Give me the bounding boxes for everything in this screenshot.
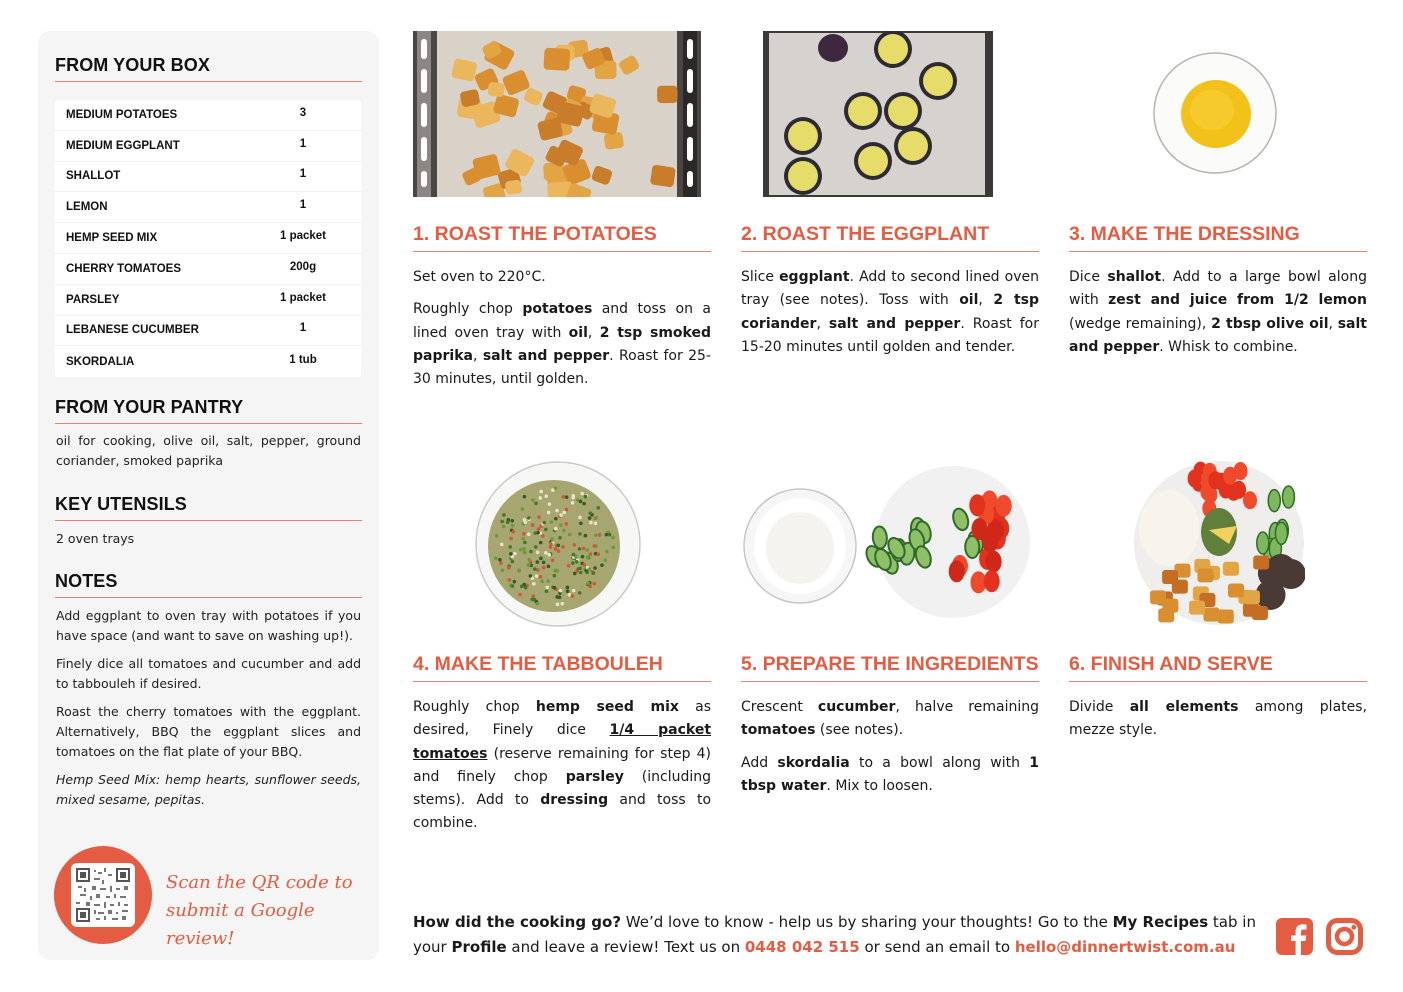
ingredient-row [55, 131, 361, 162]
step-5-image [743, 466, 1035, 618]
qr-code-icon[interactable] [71, 863, 135, 927]
bold-text: potatoes [522, 301, 593, 318]
text: (wedge remaining), [1069, 315, 1212, 332]
text: , [1328, 315, 1338, 332]
ingredient-qty: 1 [299, 199, 307, 212]
text: Slice [741, 269, 780, 285]
bold-text: hemp seed mix [535, 699, 679, 715]
ingredient-row [55, 285, 361, 316]
text: (reserve remaining for step 4) and finely chop [413, 745, 711, 785]
bold-text: 1 tbsp water [741, 754, 1040, 794]
step-instructions [741, 266, 1039, 368]
underlined-text: 1/4 packet tomatoes [413, 722, 712, 762]
text: , [816, 315, 829, 332]
bold-text: cucumber [817, 699, 896, 715]
note-item: Hemp Seed Mix: hemp hearts, sunflower seeds, mixed sesame, pepitas. [56, 772, 361, 807]
step-paragraph [741, 266, 1039, 359]
qr-review-prompt [166, 869, 371, 953]
ingredient-name: SHALLOT [66, 170, 121, 183]
bold-text: zest and juice from 1/2 lemon [1108, 292, 1367, 309]
ingredient-row [55, 346, 361, 377]
feedback-text-1: We’d love to know - help us by sharing your thoughts! Go to the [621, 913, 1113, 931]
bold-text: 2 tsp coriander [741, 292, 1040, 332]
pantry-text: oil for cooking, olive oil, salt, pepper, ground coriander, smoked paprika [56, 433, 361, 468]
skordalia-salad-image [743, 466, 1035, 618]
step-instructions [1069, 696, 1367, 752]
bold-text: salt and pepper [1069, 315, 1367, 355]
text: Add [741, 754, 778, 771]
ingredient-qty: 1 [299, 322, 307, 335]
step-title: 5. PREPARE THE INGREDIENTS [741, 653, 1039, 682]
text: . Whisk to combine. [1159, 338, 1298, 355]
note-item: Roast the cherry tomatoes with the eggplant. Alternatively, BBQ the eggplant slices and tomatoes on the flat plate of your BBQ. [56, 704, 361, 759]
text: . Add to second lined oven tray (see notes). Toss with [741, 269, 1039, 309]
text: Crescent [741, 699, 818, 715]
bold-text: 2 tsp smoked paprika [413, 324, 711, 364]
mezze-plate-image [1133, 460, 1305, 626]
step-instructions [413, 696, 711, 845]
ingredient-name: SKORDALIA [66, 355, 135, 368]
qr-line-2: submit a Google review! [166, 900, 315, 949]
bold-text: oil [568, 324, 588, 341]
text: as desired, Finely dice [413, 699, 711, 739]
note-item: Finely dice all tomatoes and cucumber and add to tabbouleh if desired. [56, 656, 361, 691]
step-title: 4. MAKE THE TABBOULEH [413, 653, 711, 682]
roasted-potatoes-image [413, 31, 701, 197]
step-instructions [413, 266, 711, 400]
profile-link[interactable]: Profile [451, 938, 507, 956]
text: Roughly chop [413, 699, 536, 715]
ingredient-qty: 3 [299, 106, 307, 119]
step-paragraph [413, 696, 711, 836]
feedback-question: How did the cooking go? [413, 913, 622, 931]
tabbouleh-image [474, 460, 642, 628]
text: , [472, 347, 483, 364]
bold-text: oil [959, 292, 979, 309]
text: , [587, 324, 600, 341]
bold-text: eggplant [779, 269, 850, 285]
ingredient-row [55, 162, 361, 193]
step-paragraph [1069, 266, 1367, 359]
ingredient-name: LEBANESE CUCUMBER [66, 324, 199, 337]
feedback-text-2: tab in your [413, 913, 1256, 956]
ingredient-qty: 200g [289, 260, 317, 273]
ingredient-qty: 1 [299, 137, 307, 150]
ingredient-name: PARSLEY [66, 293, 120, 306]
ingredient-name: CHERRY TOMATOES [66, 262, 182, 275]
text: and toss on a lined oven tray with [413, 301, 711, 341]
bold-text: salt and pepper [828, 315, 961, 332]
ingredient-name: MEDIUM EGGPLANT [66, 139, 180, 152]
roasted-eggplant-image [763, 31, 993, 197]
step-paragraph [413, 266, 711, 289]
text: Dice [1069, 269, 1108, 285]
text: among plates, mezze style. [1069, 699, 1367, 739]
step-title: 3. MAKE THE DRESSING [1069, 223, 1367, 252]
step-3-image [1152, 52, 1280, 176]
bold-text: tomatoes [741, 722, 816, 739]
ingredient-qty: 1 packet [279, 291, 327, 304]
bold-text: parsley [565, 768, 624, 785]
step-paragraph [1069, 696, 1367, 743]
qr-code-badge[interactable] [54, 846, 152, 944]
notes-list [56, 606, 361, 818]
instagram-icon[interactable] [1326, 918, 1363, 955]
text: . Add to a large bowl along with [1069, 269, 1367, 309]
note-item: Add eggplant to oven tray with potatoes if you have space (and want to save on washing up!). [56, 608, 361, 643]
text: Roughly chop [413, 301, 523, 318]
ingredients-table [55, 100, 361, 377]
facebook-icon[interactable] [1276, 918, 1313, 955]
text: to a bowl along with [849, 754, 1030, 771]
text: (including stems). Add to [413, 768, 711, 809]
ingredient-row [55, 100, 361, 131]
ingredient-row [55, 192, 361, 223]
bold-text: shallot [1107, 269, 1162, 285]
ingredient-qty: 1 tub [289, 353, 317, 366]
phone-number-link[interactable]: 0448 042 515 [744, 938, 860, 956]
text: and toss to combine. [413, 792, 712, 832]
ingredient-row [55, 316, 361, 347]
sidebar [38, 31, 379, 960]
step-paragraph [741, 752, 1039, 799]
notes-heading: NOTES [55, 571, 362, 598]
text: . Roast for 25-30 minutes, until golden. [413, 347, 711, 388]
ingredient-name: HEMP SEED MIX [66, 232, 158, 245]
from-your-box-heading: FROM YOUR BOX [55, 55, 362, 82]
from-your-pantry-heading: FROM YOUR PANTRY [55, 397, 362, 424]
step-title: 6. FINISH AND SERVE [1069, 653, 1367, 682]
step-1-image [413, 31, 701, 197]
text: Divide [1069, 699, 1130, 715]
email-link[interactable]: hello@dinnertwist.com.au [1014, 938, 1236, 956]
step-instructions [741, 696, 1039, 807]
ingredient-qty: 1 [299, 168, 307, 181]
text: Set oven to 220°C. [413, 269, 546, 285]
lemon-dressing-image [1152, 52, 1280, 176]
text: . Roast for 15-20 minutes until golden and tender. [741, 315, 1039, 355]
feedback-footer [413, 910, 1263, 960]
bold-text: 2 tbsp olive oil [1211, 315, 1329, 332]
step-paragraph [413, 298, 711, 391]
bold-text: all elements [1129, 699, 1239, 715]
ingredient-qty: 1 packet [279, 230, 327, 243]
ingredient-row [55, 223, 361, 254]
text: , halve remaining [895, 699, 1039, 715]
feedback-text-4: or send an email to [859, 938, 1015, 956]
text: (see notes). [815, 722, 904, 739]
key-utensils-heading: KEY UTENSILS [55, 494, 362, 521]
bold-text: salt and pepper [482, 347, 610, 364]
text: . Mix to loosen. [826, 777, 933, 794]
ingredient-name: LEMON [66, 201, 108, 214]
ingredient-name: MEDIUM POTATOES [66, 108, 178, 121]
step-title: 2. ROAST THE EGGPLANT [741, 223, 1039, 252]
qr-line-1: Scan the QR code to [166, 872, 353, 893]
step-paragraph [741, 696, 1039, 743]
text: , [978, 292, 994, 309]
step-6-image [1133, 460, 1305, 626]
utensils-text: 2 oven trays [56, 531, 135, 546]
bold-text: dressing [540, 792, 609, 809]
ingredient-row [55, 254, 361, 285]
my-recipes-link[interactable]: My Recipes [1112, 913, 1209, 931]
step-4-image [474, 460, 642, 628]
step-2-image [763, 31, 993, 197]
step-title: 1. ROAST THE POTATOES [413, 223, 711, 252]
bold-text: skordalia [777, 754, 850, 771]
step-instructions [1069, 266, 1367, 368]
feedback-text-3: and leave a review! Text us on [506, 938, 745, 956]
